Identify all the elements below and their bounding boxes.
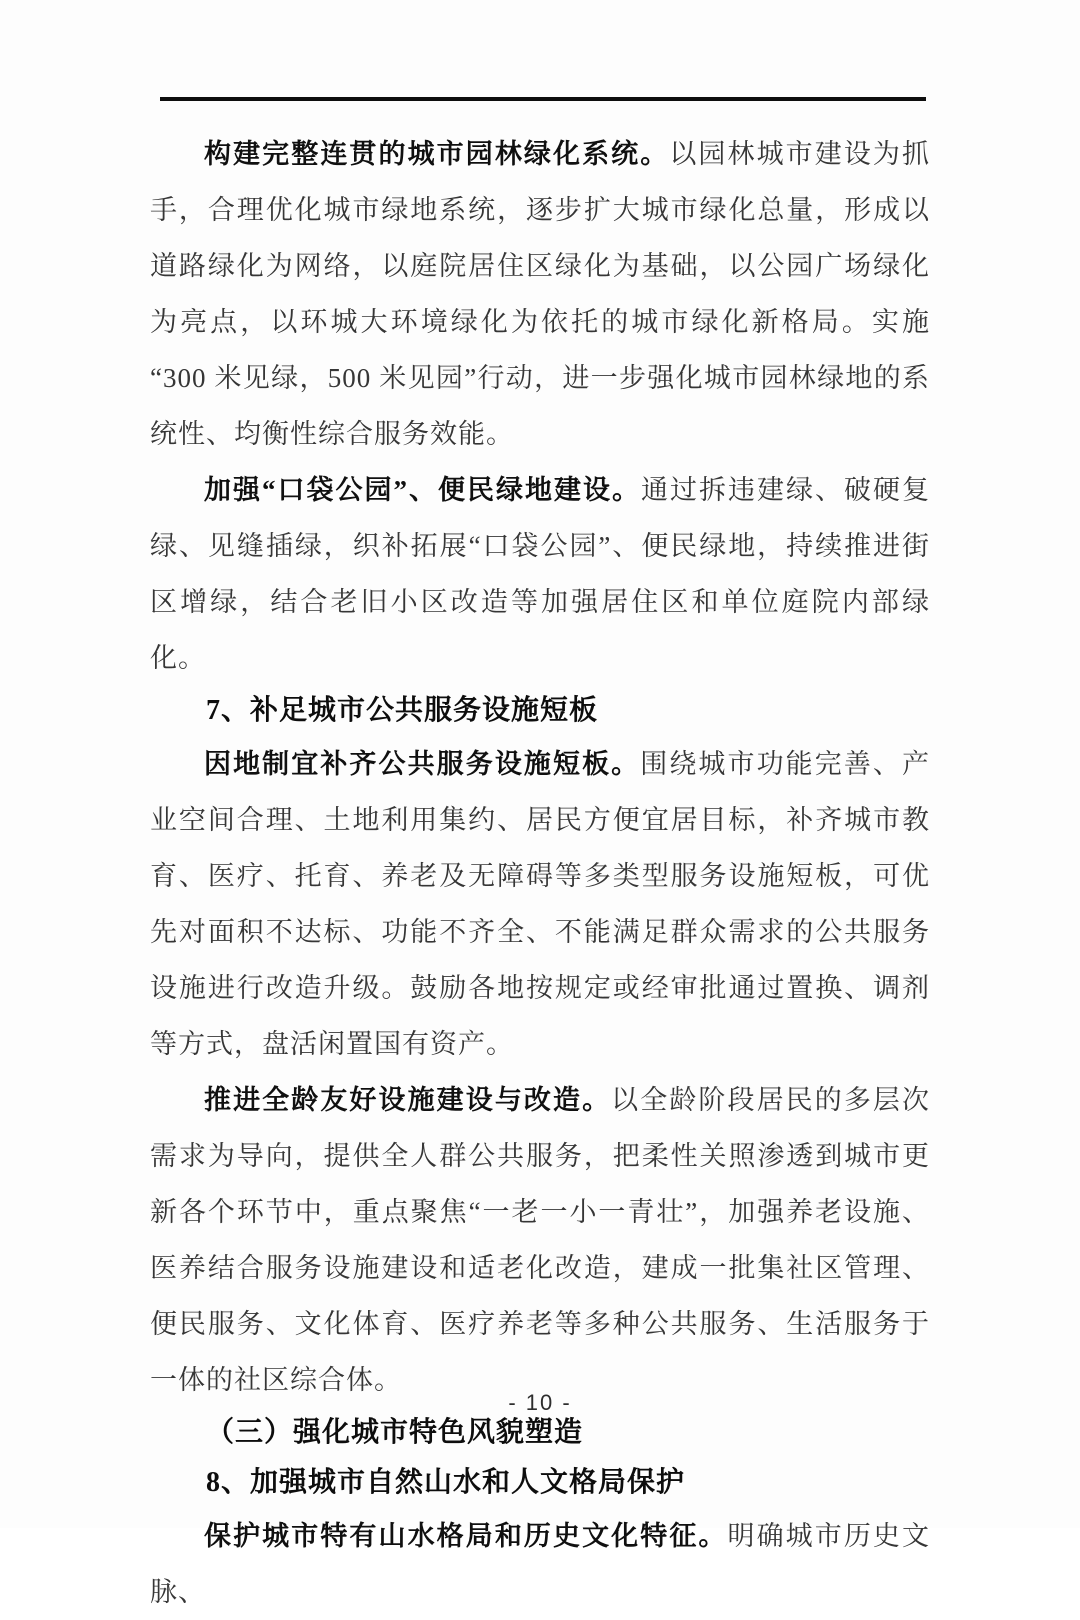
paragraph: [150, 736, 930, 1072]
paragraph-lead: 保护城市特有山水格局和历史文化特征。: [204, 1521, 728, 1551]
paragraph: [150, 1072, 930, 1408]
paragraph-text: 通过拆违建绿、破硬复绿、见缝插绿，织补拓展“口袋公园”、便民绿地，持续推进街区增绿，结合老旧小区改造等加强居住区和单位庭院内部绿化。: [150, 475, 930, 673]
header-divider-rule: [160, 97, 926, 101]
paragraph-text: 围绕城市功能完善、产业空间合理、土地利用集约、居民方便宜居目标，补齐城市教育、医疗、托育、养老及无障碍等多类型服务设施短板，可优先对面积不达标、功能不齐全、不能满足群众需求的公共服务设施进行改造升级。鼓励各地按规定或经审批通过置换、调剂等方式，盘活闲置国有资产。: [150, 749, 930, 1059]
paragraph: [150, 1508, 930, 1620]
paragraph-lead: 推进全龄友好设施建设与改造。: [204, 1085, 612, 1115]
paragraph-lead: 因地制宜补齐公共服务设施短板。: [204, 749, 641, 779]
paragraph-text: 以园林城市建设为抓手，合理优化城市绿地系统，逐步扩大城市绿化总量，形成以道路绿化为网络，以庭院居住区绿化为基础，以公园广场绿化为亮点，以环城大环境绿化为依托的城市绿化新格局。实施“300 米见绿，500 米见园”行动，进一步强化城市园林绿地的系统性、均衡性综合服务效能。: [150, 139, 931, 449]
page-number: - 10 -: [508, 1390, 572, 1415]
paragraph: [150, 126, 930, 462]
paragraph-text: 以全龄阶段居民的多层次需求为导向，提供全人群公共服务，把柔性关照渗透到城市更新各个环节中，重点聚焦“一老一小一青壮”，加强养老设施、医养结合服务设施建设和适老化改造，建成一批集社区管理、便民服务、文化体育、医疗养老等多种公共服务、生活服务于一体的社区综合体。: [150, 1085, 931, 1395]
section-heading: 7、补足城市公共服务设施短板: [206, 695, 599, 726]
paragraph-text: 明确城市历史文脉、: [150, 1521, 930, 1607]
paragraph-lead: 加强“口袋公园”、便民绿地建设。: [204, 475, 641, 505]
paragraph-lead: 构建完整连贯的城市园林绿化系统。: [204, 139, 670, 169]
section-heading: 8、加强城市自然山水和人文格局保护: [206, 1467, 686, 1498]
section-heading: （三）强化城市特色风貌塑造: [206, 1417, 584, 1448]
paragraph: [150, 462, 930, 686]
